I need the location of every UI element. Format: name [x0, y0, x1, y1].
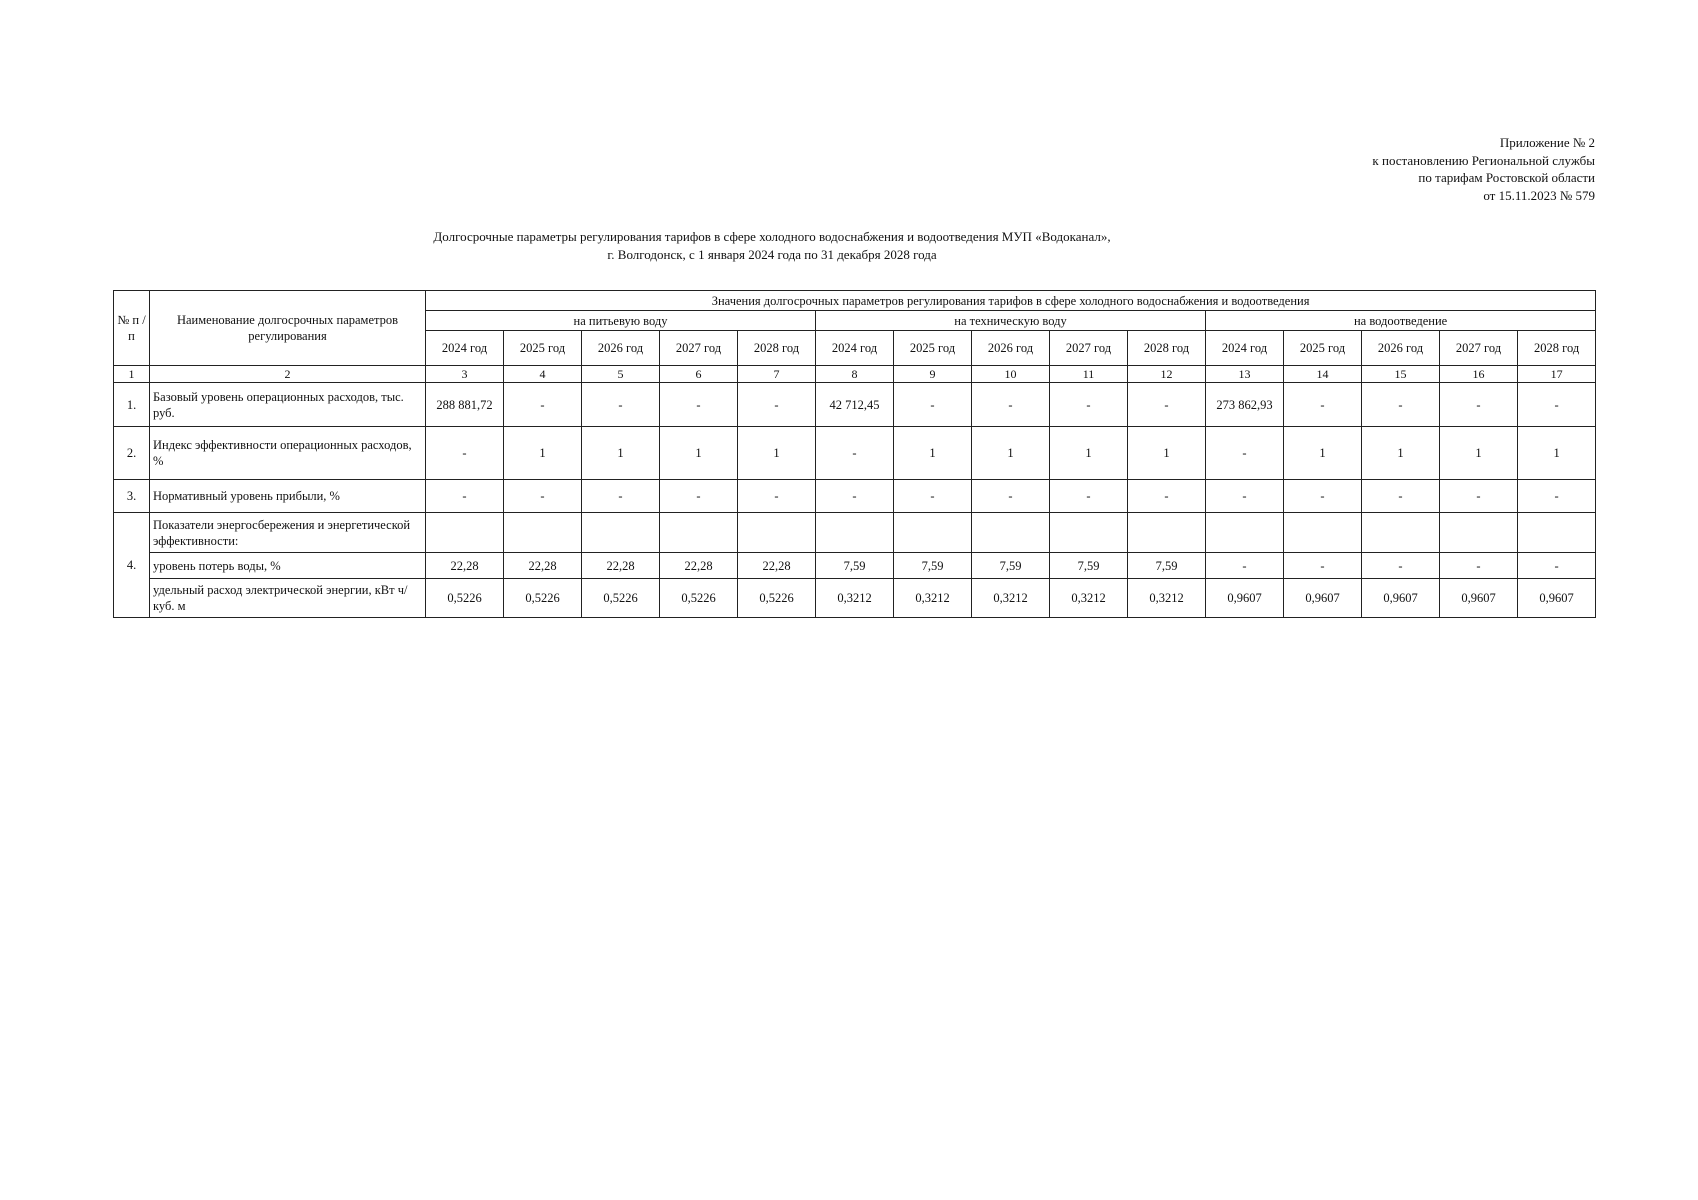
- value-cell: 0,9607: [1284, 579, 1362, 618]
- value-cell: [1362, 513, 1440, 553]
- value-cell: 0,9607: [1440, 579, 1518, 618]
- value-cell: 22,28: [582, 553, 660, 579]
- column-number: 13: [1206, 366, 1284, 383]
- column-number: 12: [1128, 366, 1206, 383]
- row-number: 4.: [114, 513, 150, 618]
- value-cell: 7,59: [972, 553, 1050, 579]
- header-year: 2028 год: [1518, 331, 1596, 366]
- value-cell: -: [582, 480, 660, 513]
- value-cell: -: [816, 427, 894, 480]
- value-cell: -: [1206, 480, 1284, 513]
- value-cell: [1050, 513, 1128, 553]
- value-cell: -: [504, 480, 582, 513]
- value-cell: [1440, 513, 1518, 553]
- row-name: Индекс эффективности операционных расходов, %: [150, 427, 426, 480]
- value-cell: 1: [1284, 427, 1362, 480]
- row-name: Показатели энергосбережения и энергетической эффективности:: [150, 513, 426, 553]
- value-cell: -: [426, 427, 504, 480]
- value-cell: [816, 513, 894, 553]
- value-cell: 0,3212: [894, 579, 972, 618]
- title-line: Долгосрочные параметры регулирования тарифов в сфере холодного водоснабжения и водоотведения МУП «Водоканал»,: [433, 229, 1111, 244]
- value-cell: 1: [738, 427, 816, 480]
- value-cell: [504, 513, 582, 553]
- header-year: 2024 год: [426, 331, 504, 366]
- value-cell: 7,59: [816, 553, 894, 579]
- value-cell: -: [1362, 553, 1440, 579]
- parameters-table: [113, 290, 1596, 618]
- header-year: 2025 год: [504, 331, 582, 366]
- value-cell: -: [1128, 383, 1206, 427]
- value-cell: -: [972, 480, 1050, 513]
- value-cell: -: [1050, 383, 1128, 427]
- header-year: 2027 год: [660, 331, 738, 366]
- value-cell: [738, 513, 816, 553]
- value-cell: [1284, 513, 1362, 553]
- value-cell: 22,28: [504, 553, 582, 579]
- row-number: 2.: [114, 427, 150, 480]
- value-cell: -: [894, 480, 972, 513]
- value-cell: -: [1206, 553, 1284, 579]
- value-cell: 7,59: [1128, 553, 1206, 579]
- header-year: 2024 год: [1206, 331, 1284, 366]
- value-cell: [1128, 513, 1206, 553]
- table-row: [114, 579, 1596, 618]
- value-cell: 0,5226: [660, 579, 738, 618]
- value-cell: -: [1440, 480, 1518, 513]
- row-number: 3.: [114, 480, 150, 513]
- value-cell: -: [894, 383, 972, 427]
- table-row: [114, 383, 1596, 427]
- value-cell: 0,9607: [1518, 579, 1596, 618]
- value-cell: 1: [1518, 427, 1596, 480]
- value-cell: 0,9607: [1362, 579, 1440, 618]
- value-cell: [582, 513, 660, 553]
- column-number: 16: [1440, 366, 1518, 383]
- value-cell: -: [1206, 427, 1284, 480]
- appendix-line: Приложение № 2: [1499, 135, 1595, 150]
- value-cell: -: [1284, 480, 1362, 513]
- value-cell: -: [1050, 480, 1128, 513]
- table-row: [114, 480, 1596, 513]
- value-cell: 0,5226: [582, 579, 660, 618]
- value-cell: -: [1440, 383, 1518, 427]
- row-name: удельный расход электрической энергии, кВт ч/куб. м: [150, 579, 426, 618]
- value-cell: 1: [1050, 427, 1128, 480]
- value-cell: 1: [504, 427, 582, 480]
- column-number: 7: [738, 366, 816, 383]
- value-cell: -: [426, 480, 504, 513]
- value-cell: -: [1284, 553, 1362, 579]
- value-cell: -: [1518, 383, 1596, 427]
- value-cell: 1: [1128, 427, 1206, 480]
- value-cell: 0,3212: [972, 579, 1050, 618]
- column-number: 15: [1362, 366, 1440, 383]
- appendix-line: к постановлению Региональной службы: [1372, 152, 1595, 168]
- value-cell: 1: [582, 427, 660, 480]
- value-cell: 273 862,93: [1206, 383, 1284, 427]
- value-cell: 288 881,72: [426, 383, 504, 427]
- value-cell: -: [1362, 480, 1440, 513]
- column-number: 11: [1050, 366, 1128, 383]
- header-name: Наименование долгосрочных параметров регулирования: [150, 291, 426, 366]
- table-row: [114, 553, 1596, 579]
- value-cell: 0,5226: [504, 579, 582, 618]
- value-cell: 22,28: [738, 553, 816, 579]
- value-cell: [1518, 513, 1596, 553]
- header-year: 2027 год: [1440, 331, 1518, 366]
- value-cell: 1: [660, 427, 738, 480]
- value-cell: -: [816, 480, 894, 513]
- value-cell: -: [972, 383, 1050, 427]
- value-cell: -: [1128, 480, 1206, 513]
- value-cell: -: [504, 383, 582, 427]
- header-year: 2026 год: [582, 331, 660, 366]
- row-number: 1.: [114, 383, 150, 427]
- header-values-group: Значения долгосрочных параметров регулирования тарифов в сфере холодного водоснабжения и водоотведения: [426, 291, 1596, 311]
- value-cell: -: [1284, 383, 1362, 427]
- value-cell: 0,5226: [426, 579, 504, 618]
- table-row: [114, 427, 1596, 480]
- value-cell: -: [660, 480, 738, 513]
- header-year: 2028 год: [1128, 331, 1206, 366]
- group-technical-water: на техническую воду: [816, 311, 1206, 331]
- column-number: 2: [150, 366, 426, 383]
- group-drinking-water: на питьевую воду: [426, 311, 816, 331]
- column-number: 9: [894, 366, 972, 383]
- header-year: 2026 год: [972, 331, 1050, 366]
- value-cell: 1: [972, 427, 1050, 480]
- title-line: г. Волгодонск, с 1 января 2024 года по 31 декабря 2028 года: [607, 246, 937, 262]
- group-wastewater: на водоотведение: [1206, 311, 1596, 331]
- value-cell: 22,28: [426, 553, 504, 579]
- value-cell: 0,9607: [1206, 579, 1284, 618]
- value-cell: -: [1440, 553, 1518, 579]
- value-cell: -: [1518, 480, 1596, 513]
- header-year: 2024 год: [816, 331, 894, 366]
- appendix-line: по тарифам Ростовской области: [1418, 170, 1595, 185]
- column-number: 8: [816, 366, 894, 383]
- table-row: [114, 513, 1596, 553]
- header-year: 2026 год: [1362, 331, 1440, 366]
- value-cell: 0,3212: [1050, 579, 1128, 618]
- header-year: 2028 год: [738, 331, 816, 366]
- column-number: 14: [1284, 366, 1362, 383]
- value-cell: -: [738, 383, 816, 427]
- value-cell: 22,28: [660, 553, 738, 579]
- header-num: № п /п: [114, 291, 150, 366]
- row-name: Нормативный уровень прибыли, %: [150, 480, 426, 513]
- value-cell: 7,59: [894, 553, 972, 579]
- value-cell: 1: [894, 427, 972, 480]
- value-cell: [894, 513, 972, 553]
- header-year: 2027 год: [1050, 331, 1128, 366]
- column-number: 6: [660, 366, 738, 383]
- header-year: 2025 год: [894, 331, 972, 366]
- column-number: 4: [504, 366, 582, 383]
- value-cell: [660, 513, 738, 553]
- value-cell: 0,3212: [816, 579, 894, 618]
- value-cell: 0,3212: [1128, 579, 1206, 618]
- column-number: 10: [972, 366, 1050, 383]
- row-name: Базовый уровень операционных расходов, тыс. руб.: [150, 383, 426, 427]
- appendix-block: [1372, 134, 1595, 204]
- value-cell: 1: [1440, 427, 1518, 480]
- value-cell: -: [660, 383, 738, 427]
- column-number: 3: [426, 366, 504, 383]
- column-number: 1: [114, 366, 150, 383]
- document-title: [0, 228, 1698, 263]
- value-cell: 1: [1362, 427, 1440, 480]
- appendix-line: от 15.11.2023 № 579: [1483, 187, 1595, 203]
- value-cell: -: [738, 480, 816, 513]
- header-year: 2025 год: [1284, 331, 1362, 366]
- value-cell: -: [1362, 383, 1440, 427]
- column-number: 5: [582, 366, 660, 383]
- value-cell: 0,5226: [738, 579, 816, 618]
- value-cell: [972, 513, 1050, 553]
- value-cell: 42 712,45: [816, 383, 894, 427]
- value-cell: [1206, 513, 1284, 553]
- value-cell: -: [1518, 553, 1596, 579]
- column-number: 17: [1518, 366, 1596, 383]
- value-cell: [426, 513, 504, 553]
- value-cell: -: [582, 383, 660, 427]
- value-cell: 7,59: [1050, 553, 1128, 579]
- row-name: уровень потерь воды, %: [150, 553, 426, 579]
